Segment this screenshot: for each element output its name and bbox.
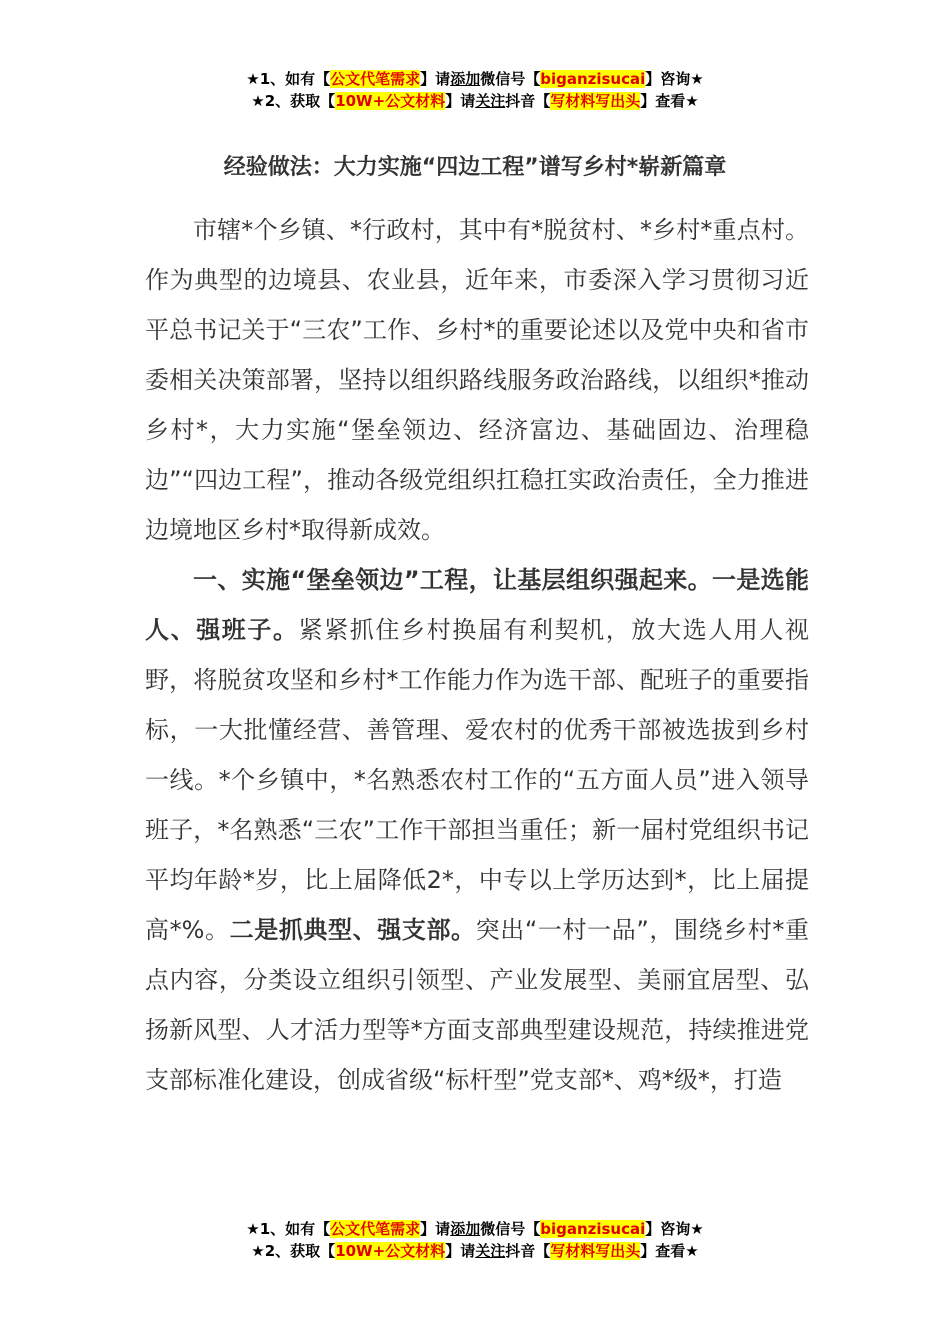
banner-underlined-text: 添加 <box>450 1220 481 1238</box>
banner-underlined-text: 关注 <box>475 1242 506 1260</box>
subpoint-1-text: 紧紧抓住乡村换届有利契机，放大选人用人视野，将脱贫攻坚和乡村*工作能力作为选干部、配班子的重要指标，一大批懂经营、善管理、爱农村的优秀干部被选拔到乡村一线。*个乡镇中，*名熟悉农村工作的“五方面人员”进入领导班子，*名熟悉“三农”工作干部担当重任；新一届村党组织书记平均年龄*岁，比上届降低2*，中专以上学历达到*，比上届提高*%。 <box>145 616 810 944</box>
banner-text: 】查看★ <box>640 92 699 110</box>
header-banner-line-1 <box>0 68 950 90</box>
banner-highlight: 公文代笔需求 <box>330 70 421 88</box>
footer-banner-line-2 <box>0 1240 950 1262</box>
banner-text: 微信号【 <box>480 70 541 88</box>
banner-underlined-text: 关注 <box>475 92 506 110</box>
paragraph-section-1 <box>145 555 809 1105</box>
subpoint-1-heading: 一是选能人、强班子。 <box>145 566 809 644</box>
footer-banner <box>0 1218 950 1262</box>
banner-highlight: 公文代笔需求 <box>330 1220 421 1238</box>
banner-text: ★2、获取【 <box>251 1242 336 1260</box>
banner-text: 】请 <box>445 92 476 110</box>
subpoint-2-text: 突出“一村一品”，围绕乡村*重点内容，分类设立组织引领型、产业发展型、美丽宜居型、弘扬新风型、人才活力型等*方面支部典型建设规范，持续推进党支部标准化建设，创成省级“标杆型”党支部*、鸡*级*，打造 <box>145 916 809 1094</box>
banner-text: ★1、如有【 <box>246 70 331 88</box>
banner-text: 抖音【 <box>505 1242 551 1260</box>
banner-highlight-wechat-id: biganzisucai <box>540 1220 646 1238</box>
header-banner-line-2 <box>0 90 950 112</box>
paragraph-intro: 市辖*个乡镇、*行政村，其中有*脱贫村、*乡村*重点村。作为典型的边境县、农业县，近年来，市委深入学习贯彻习近平总书记关于“三农”工作、乡村*的重要论述以及党中央和省市委相关决策部署，坚持以组织路线服务政治路线，以组织*推动乡村*，大力实施“堡垒领边、经济富边、基础固边、治理稳边”“四边工程”，推动各级党组织扛稳扛实政治责任，全力推进边境地区乡村*取得新成效。 <box>145 216 809 544</box>
banner-highlight: 10W+公文材料 <box>335 1242 446 1260</box>
banner-text: 】查看★ <box>640 1242 699 1260</box>
banner-highlight: 10W+公文材料 <box>335 92 446 110</box>
footer-banner-line-1 <box>0 1218 950 1240</box>
document-body <box>145 205 809 1105</box>
header-banner <box>0 68 950 112</box>
banner-text: 】请 <box>420 1220 451 1238</box>
banner-text: 】咨询★ <box>645 1220 704 1238</box>
banner-highlight-wechat-id: biganzisucai <box>540 70 646 88</box>
document-title: 经验做法：大力实施“四边工程”谱写乡村*崭新篇章 <box>223 155 727 180</box>
banner-text: 微信号【 <box>480 1220 541 1238</box>
section-heading: 一、实施“堡垒领边”工程，让基层组织强起来。 <box>193 566 712 594</box>
banner-underlined-text: 添加 <box>450 70 481 88</box>
banner-text: 】请 <box>420 70 451 88</box>
banner-text: ★2、获取【 <box>251 92 336 110</box>
subpoint-2-heading: 二是抓典型、强支部。 <box>229 916 476 944</box>
banner-text: 抖音【 <box>505 92 551 110</box>
banner-text: ★1、如有【 <box>246 1220 331 1238</box>
banner-text: 】咨询★ <box>645 70 704 88</box>
banner-text: 】请 <box>445 1242 476 1260</box>
banner-highlight-douyin-id: 写材料写出头 <box>550 1242 641 1260</box>
banner-highlight-douyin-id: 写材料写出头 <box>550 92 641 110</box>
